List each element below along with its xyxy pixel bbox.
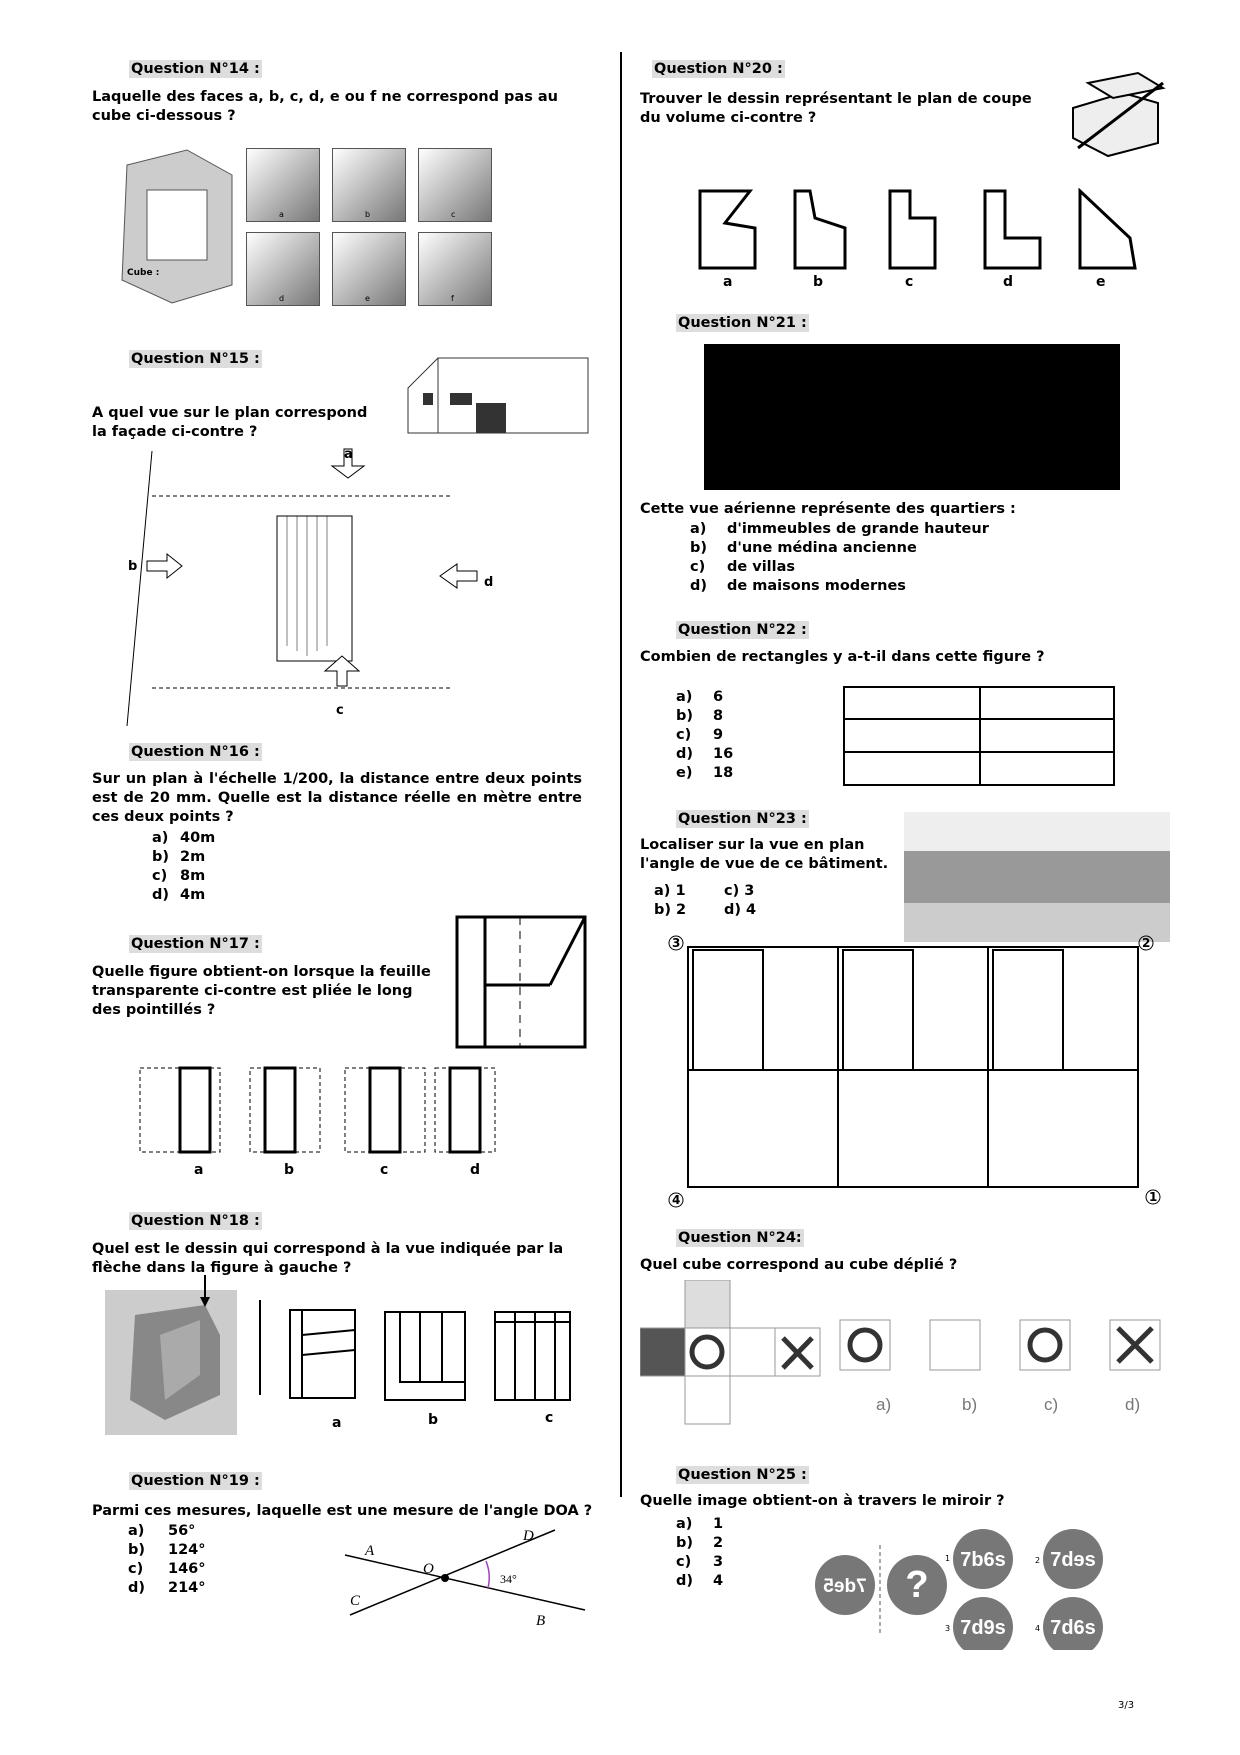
view-label-a: a — [332, 1415, 342, 1431]
choice-4-number: 4 — [1035, 1624, 1041, 1633]
option-d[interactable]: d) 4 — [724, 902, 757, 918]
question-25-options — [676, 1515, 723, 1591]
question-23-title: Question N°23 : — [678, 811, 807, 827]
option-d[interactable]: d) 16 — [676, 746, 734, 762]
choice-3-number: 3 — [945, 1624, 951, 1633]
option-d[interactable]: d) 214° — [128, 1580, 206, 1596]
question-19-options — [128, 1522, 206, 1598]
question-14-title: Question N°14 : — [131, 61, 260, 77]
view-label-b: b — [428, 1412, 439, 1428]
fold-options — [138, 1066, 498, 1156]
cube-option-c: c) — [1044, 1395, 1059, 1414]
plan-mark-1: 1 — [1149, 1190, 1158, 1204]
site-plan — [122, 446, 502, 726]
option-c[interactable]: c) 8m — [152, 868, 206, 884]
option-b[interactable]: b) 124° — [128, 1542, 206, 1558]
question-21-title: Question N°21 : — [678, 315, 807, 331]
section-label-e: e — [1096, 274, 1106, 290]
question-21-options — [690, 520, 989, 596]
cube-option-a: a) — [876, 1395, 892, 1414]
question-16-text: Sur un plan à l'échelle 1/200, la distance entre deux points est de 20 mm. Quelle est la distance réelle en mètre entre ces deux points ? — [92, 771, 582, 825]
question-14-text: Laquelle des faces a, b, c, d, e ou f ne correspond pas au cube ci-dessous ? — [92, 89, 558, 124]
question-24-title: Question N°24: — [678, 1230, 802, 1246]
question-16-options — [152, 829, 215, 905]
question-16-title: Question N°16 : — [131, 744, 260, 760]
face-c: c — [418, 148, 492, 222]
source-image-text: 7de5 — [823, 1576, 867, 1597]
option-d[interactable]: d) 4m — [152, 887, 206, 903]
question-17-title: Question N°17 : — [131, 936, 260, 952]
arrow-label-d: d — [484, 575, 494, 590]
option-a[interactable]: a) 1 — [676, 1516, 724, 1532]
choice-2-text: 7dɘs — [1050, 1549, 1096, 1571]
angle-diagram — [340, 1525, 590, 1630]
question-25-title: Question N°25 : — [678, 1467, 807, 1483]
option-b[interactable]: b) 2 — [654, 902, 687, 918]
question-17-text: Quelle figure obtient-on lorsque la feuille transparente ci-contre est pliée le long des pointillés ? — [92, 964, 431, 1018]
fold-label-b: b — [284, 1162, 295, 1178]
section-options — [695, 188, 1145, 272]
option-b[interactable]: b) 2 — [676, 1535, 724, 1551]
floor-plan — [668, 935, 1168, 1215]
section-label-a: a — [723, 274, 733, 290]
section-label-b: b — [813, 274, 824, 290]
cube-option-b: b) — [962, 1395, 978, 1414]
option-a[interactable]: a) 1 — [654, 883, 686, 899]
option-c[interactable]: c) 146° — [128, 1561, 206, 1577]
fold-label-c: c — [380, 1162, 389, 1178]
section-label-c: c — [905, 274, 914, 290]
question-22-options — [676, 688, 733, 783]
face-a: a — [246, 148, 320, 222]
facade-drawing — [398, 348, 608, 444]
plan-mark-2: 2 — [1142, 936, 1151, 950]
rectangles-figure — [843, 686, 1115, 788]
point-c: C — [350, 1593, 361, 1609]
angle-value: 34° — [500, 1572, 517, 1586]
question-22-text: Combien de rectangles y a-t-il dans cette figure ? — [640, 649, 1045, 665]
cube-option-d: d) — [1125, 1395, 1141, 1414]
isometric-figure — [105, 1275, 237, 1435]
question-18-title: Question N°18 : — [131, 1213, 260, 1229]
question-18-text: Quel est le dessin qui correspond à la vue indiquée par la flèche dans la figure à gauche ? — [92, 1241, 564, 1276]
question-23-text: Localiser sur la vue en plan l'angle de vue de ce bâtiment. — [640, 837, 889, 872]
question-19-text: Parmi ces mesures, laquelle est une mesure de l'angle DOA ? — [92, 1503, 593, 1519]
question-15-title: Question N°15 : — [131, 351, 260, 367]
option-d[interactable]: d) 4 — [676, 1573, 724, 1589]
face-b: b — [332, 148, 406, 222]
option-c[interactable]: c) 3 — [676, 1554, 724, 1570]
option-b[interactable]: b) 8 — [676, 708, 724, 724]
view-label-c: c — [545, 1410, 554, 1426]
unfolded-cube-figure — [640, 1280, 1185, 1430]
choice-3-text: 7d9s — [960, 1617, 1006, 1639]
option-c[interactable]: c) de villas — [690, 559, 796, 575]
section-label-d: d — [1003, 274, 1014, 290]
choice-4-text: 7d6s — [1050, 1617, 1096, 1639]
building-photo — [904, 812, 1170, 942]
view-options — [255, 1300, 585, 1410]
arrow-label-a: a — [344, 447, 353, 462]
faces-grid — [246, 148, 492, 306]
face-d: d — [246, 232, 320, 306]
option-a[interactable]: a) d'immeubles de grande hauteur — [690, 521, 989, 537]
volume-figure — [1068, 68, 1168, 160]
question-22-title: Question N°22 : — [678, 622, 807, 638]
option-c[interactable]: c) 9 — [676, 727, 724, 743]
option-a[interactable]: a) 56° — [128, 1523, 196, 1539]
question-21-text: Cette vue aérienne représente des quartiers : — [640, 501, 1016, 517]
option-c[interactable]: c) 3 — [724, 883, 755, 899]
option-e[interactable]: e) 18 — [676, 765, 734, 781]
option-d[interactable]: d) de maisons modernes — [690, 578, 906, 594]
face-f: f — [418, 232, 492, 306]
page-number: 3/3 — [1118, 1700, 1135, 1711]
question-23-options — [654, 882, 794, 920]
point-d: D — [523, 1528, 534, 1544]
point-b: B — [536, 1613, 546, 1629]
transparent-sheet — [455, 915, 587, 1049]
option-a[interactable]: a) 6 — [676, 689, 724, 705]
question-20-title: Question N°20 : — [654, 61, 783, 77]
aerial-view-image — [704, 344, 1120, 490]
arrow-label-c: c — [336, 703, 344, 718]
point-a: A — [365, 1543, 375, 1559]
question-20-text: Trouver le dessin représentant le plan de coupe du volume ci-contre ? — [640, 91, 1032, 126]
question-24-text: Quel cube correspond au cube déplié ? — [640, 1257, 958, 1273]
option-a[interactable]: a) 40m — [152, 830, 216, 846]
question-19-title: Question N°19 : — [131, 1473, 260, 1489]
face-e: e — [332, 232, 406, 306]
option-b[interactable]: b) d'une médina ancienne — [690, 540, 917, 556]
cube-label: Cube : — [127, 268, 160, 278]
column-divider — [620, 52, 622, 1497]
arrow-label-b: b — [128, 559, 138, 574]
question-mark: ? — [905, 1564, 929, 1606]
choice-1-text: 7b6s — [960, 1549, 1006, 1571]
point-o: O — [423, 1561, 434, 1577]
plan-mark-3: 3 — [672, 936, 681, 950]
question-15-text: A quel vue sur le plan correspond la façade ci-contre ? — [92, 405, 368, 440]
fold-label-a: a — [194, 1162, 204, 1178]
cube-figure — [112, 145, 237, 305]
choice-2-number: 2 — [1035, 1556, 1041, 1565]
option-b[interactable]: b) 2m — [152, 849, 206, 865]
plan-mark-4: 4 — [672, 1193, 681, 1207]
question-25-text: Quelle image obtient-on à travers le miroir ? — [640, 1493, 1005, 1509]
fold-label-d: d — [470, 1162, 481, 1178]
mirror-figure — [815, 1525, 1135, 1650]
choice-1-number: 1 — [945, 1554, 951, 1563]
